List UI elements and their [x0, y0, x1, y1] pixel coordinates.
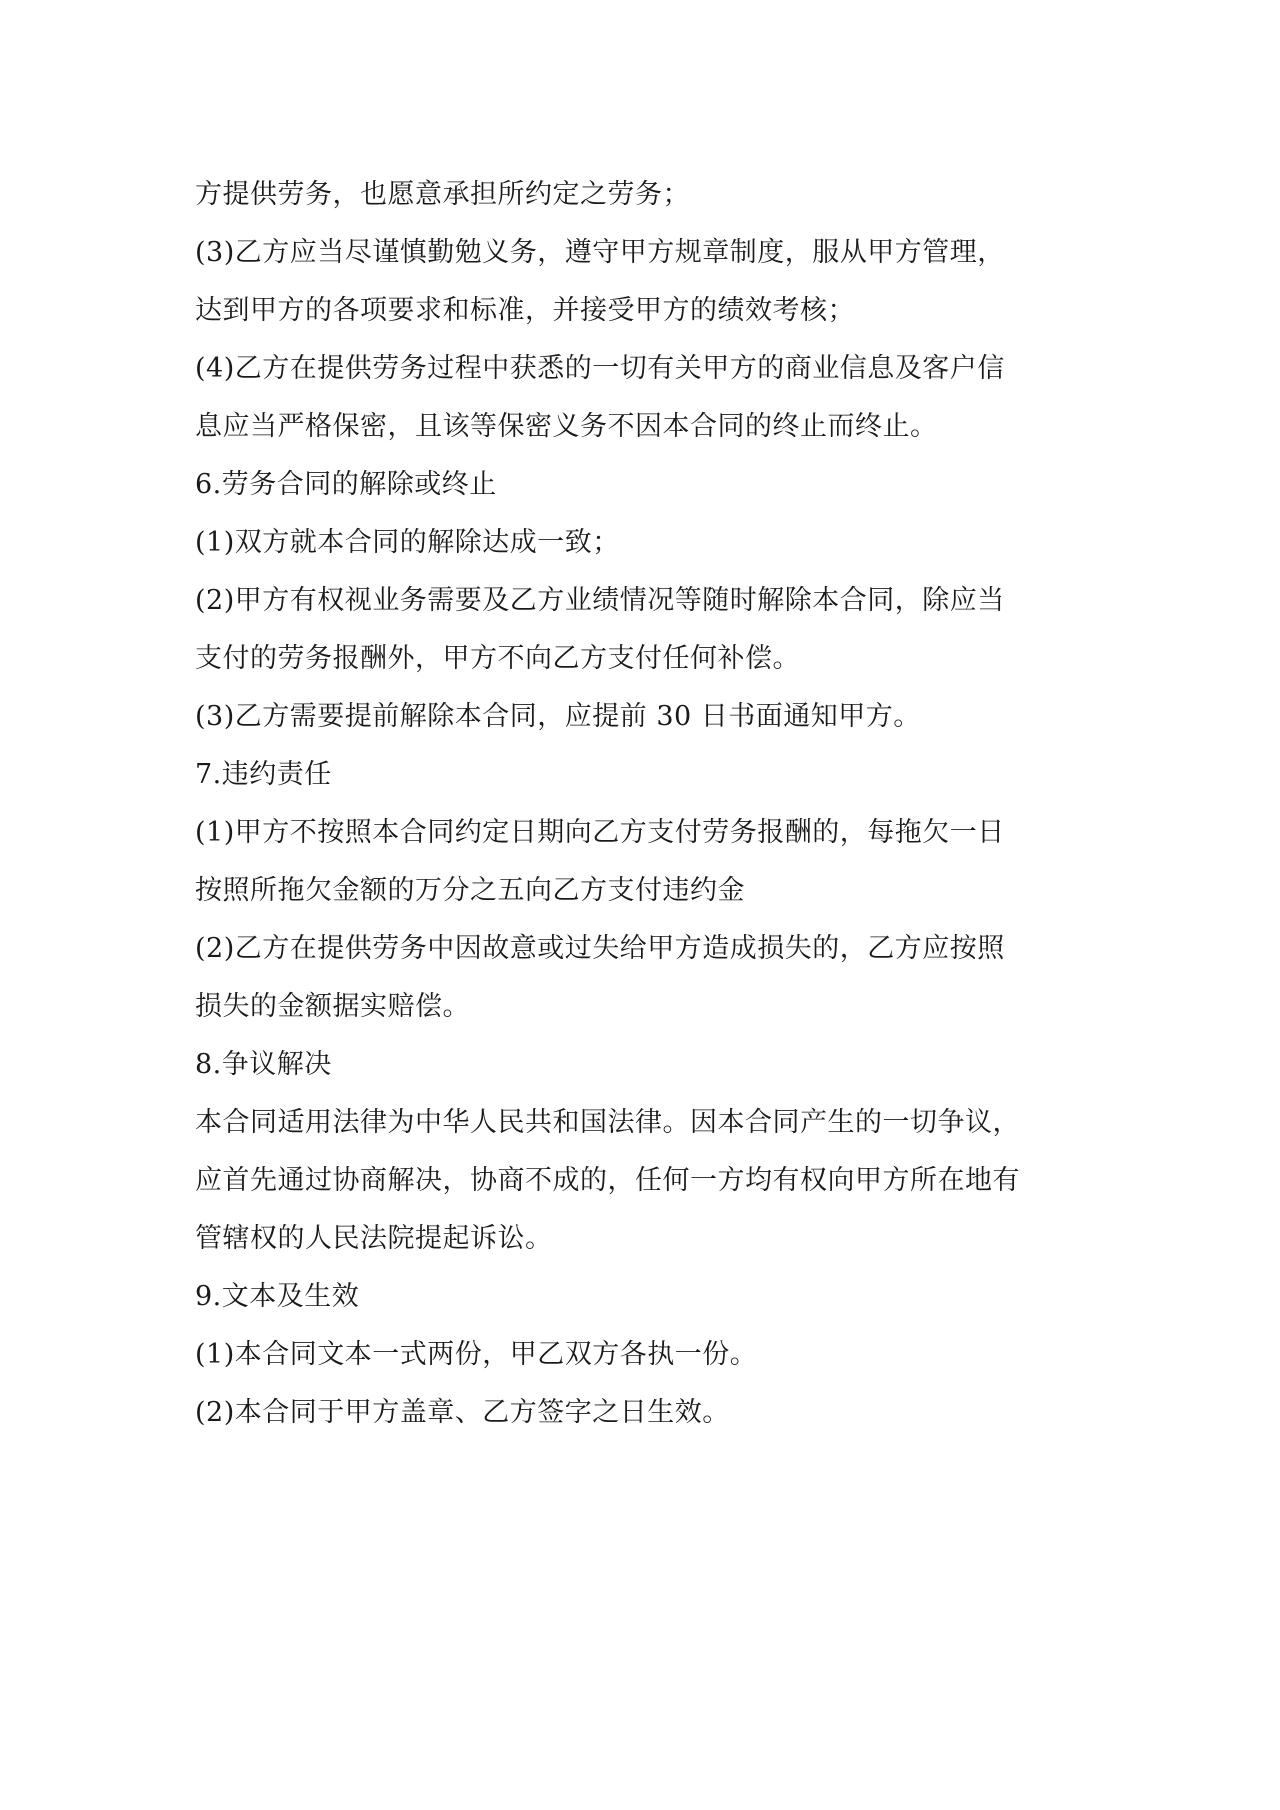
paragraph-line: 管辖权的人民法院提起诉讼。 — [195, 1223, 553, 1254]
section-heading-6: 6.劳务合同的解除或终止 — [195, 469, 497, 500]
clause-5-3: (3)乙方应当尽谨慎勤勉义务，遵守甲方规章制度，服从甲方管理， — [195, 237, 1005, 268]
clause-8-body: 本合同适用法律为中华人民共和国法律。因本合同产生的一切争议， — [195, 1107, 1020, 1138]
document-body — [195, 166, 1105, 1442]
clause-6-1: (1)双方就本合同的解除达成一致； — [195, 527, 620, 558]
section-heading-8: 8.争议解决 — [195, 1049, 332, 1080]
clause-7-2: (2)乙方在提供劳务中因故意或过失给甲方造成损失的，乙方应按照 — [195, 933, 1005, 964]
paragraph-line: 按照所拖欠金额的万分之五向乙方支付违约金 — [195, 875, 745, 906]
clause-7-1: (1)甲方不按照本合同约定日期向乙方支付劳务报酬的，每拖欠一日 — [195, 817, 1005, 848]
paragraph-line: 支付的劳务报酬外，甲方不向乙方支付任何补偿。 — [195, 643, 800, 674]
paragraph-line: 损失的金额据实赔偿。 — [195, 991, 470, 1022]
paragraph-line: 息应当严格保密，且该等保密义务不因本合同的终止而终止。 — [195, 411, 938, 442]
section-heading-9: 9.文本及生效 — [195, 1281, 360, 1312]
section-heading-7: 7.违约责任 — [195, 759, 332, 790]
clause-5-4: (4)乙方在提供劳务过程中获悉的一切有关甲方的商业信息及客户信 — [195, 353, 1005, 384]
clause-6-2: (2)甲方有权视业务需要及乙方业绩情况等随时解除本合同，除应当 — [195, 585, 1005, 616]
paragraph-line: 应首先通过协商解决，协商不成的，任何一方均有权向甲方所在地有 — [195, 1165, 1020, 1196]
clause-9-1: (1)本合同文本一式两份，甲乙双方各执一份。 — [195, 1339, 758, 1370]
clause-6-3: (3)乙方需要提前解除本合同，应提前 30 日书面通知甲方。 — [195, 701, 921, 732]
clause-9-2: (2)本合同于甲方盖章、乙方签字之日生效。 — [195, 1397, 730, 1428]
paragraph-line: 方提供劳务，也愿意承担所约定之劳务； — [195, 179, 690, 210]
paragraph-line: 达到甲方的各项要求和标准，并接受甲方的绩效考核； — [195, 295, 855, 326]
